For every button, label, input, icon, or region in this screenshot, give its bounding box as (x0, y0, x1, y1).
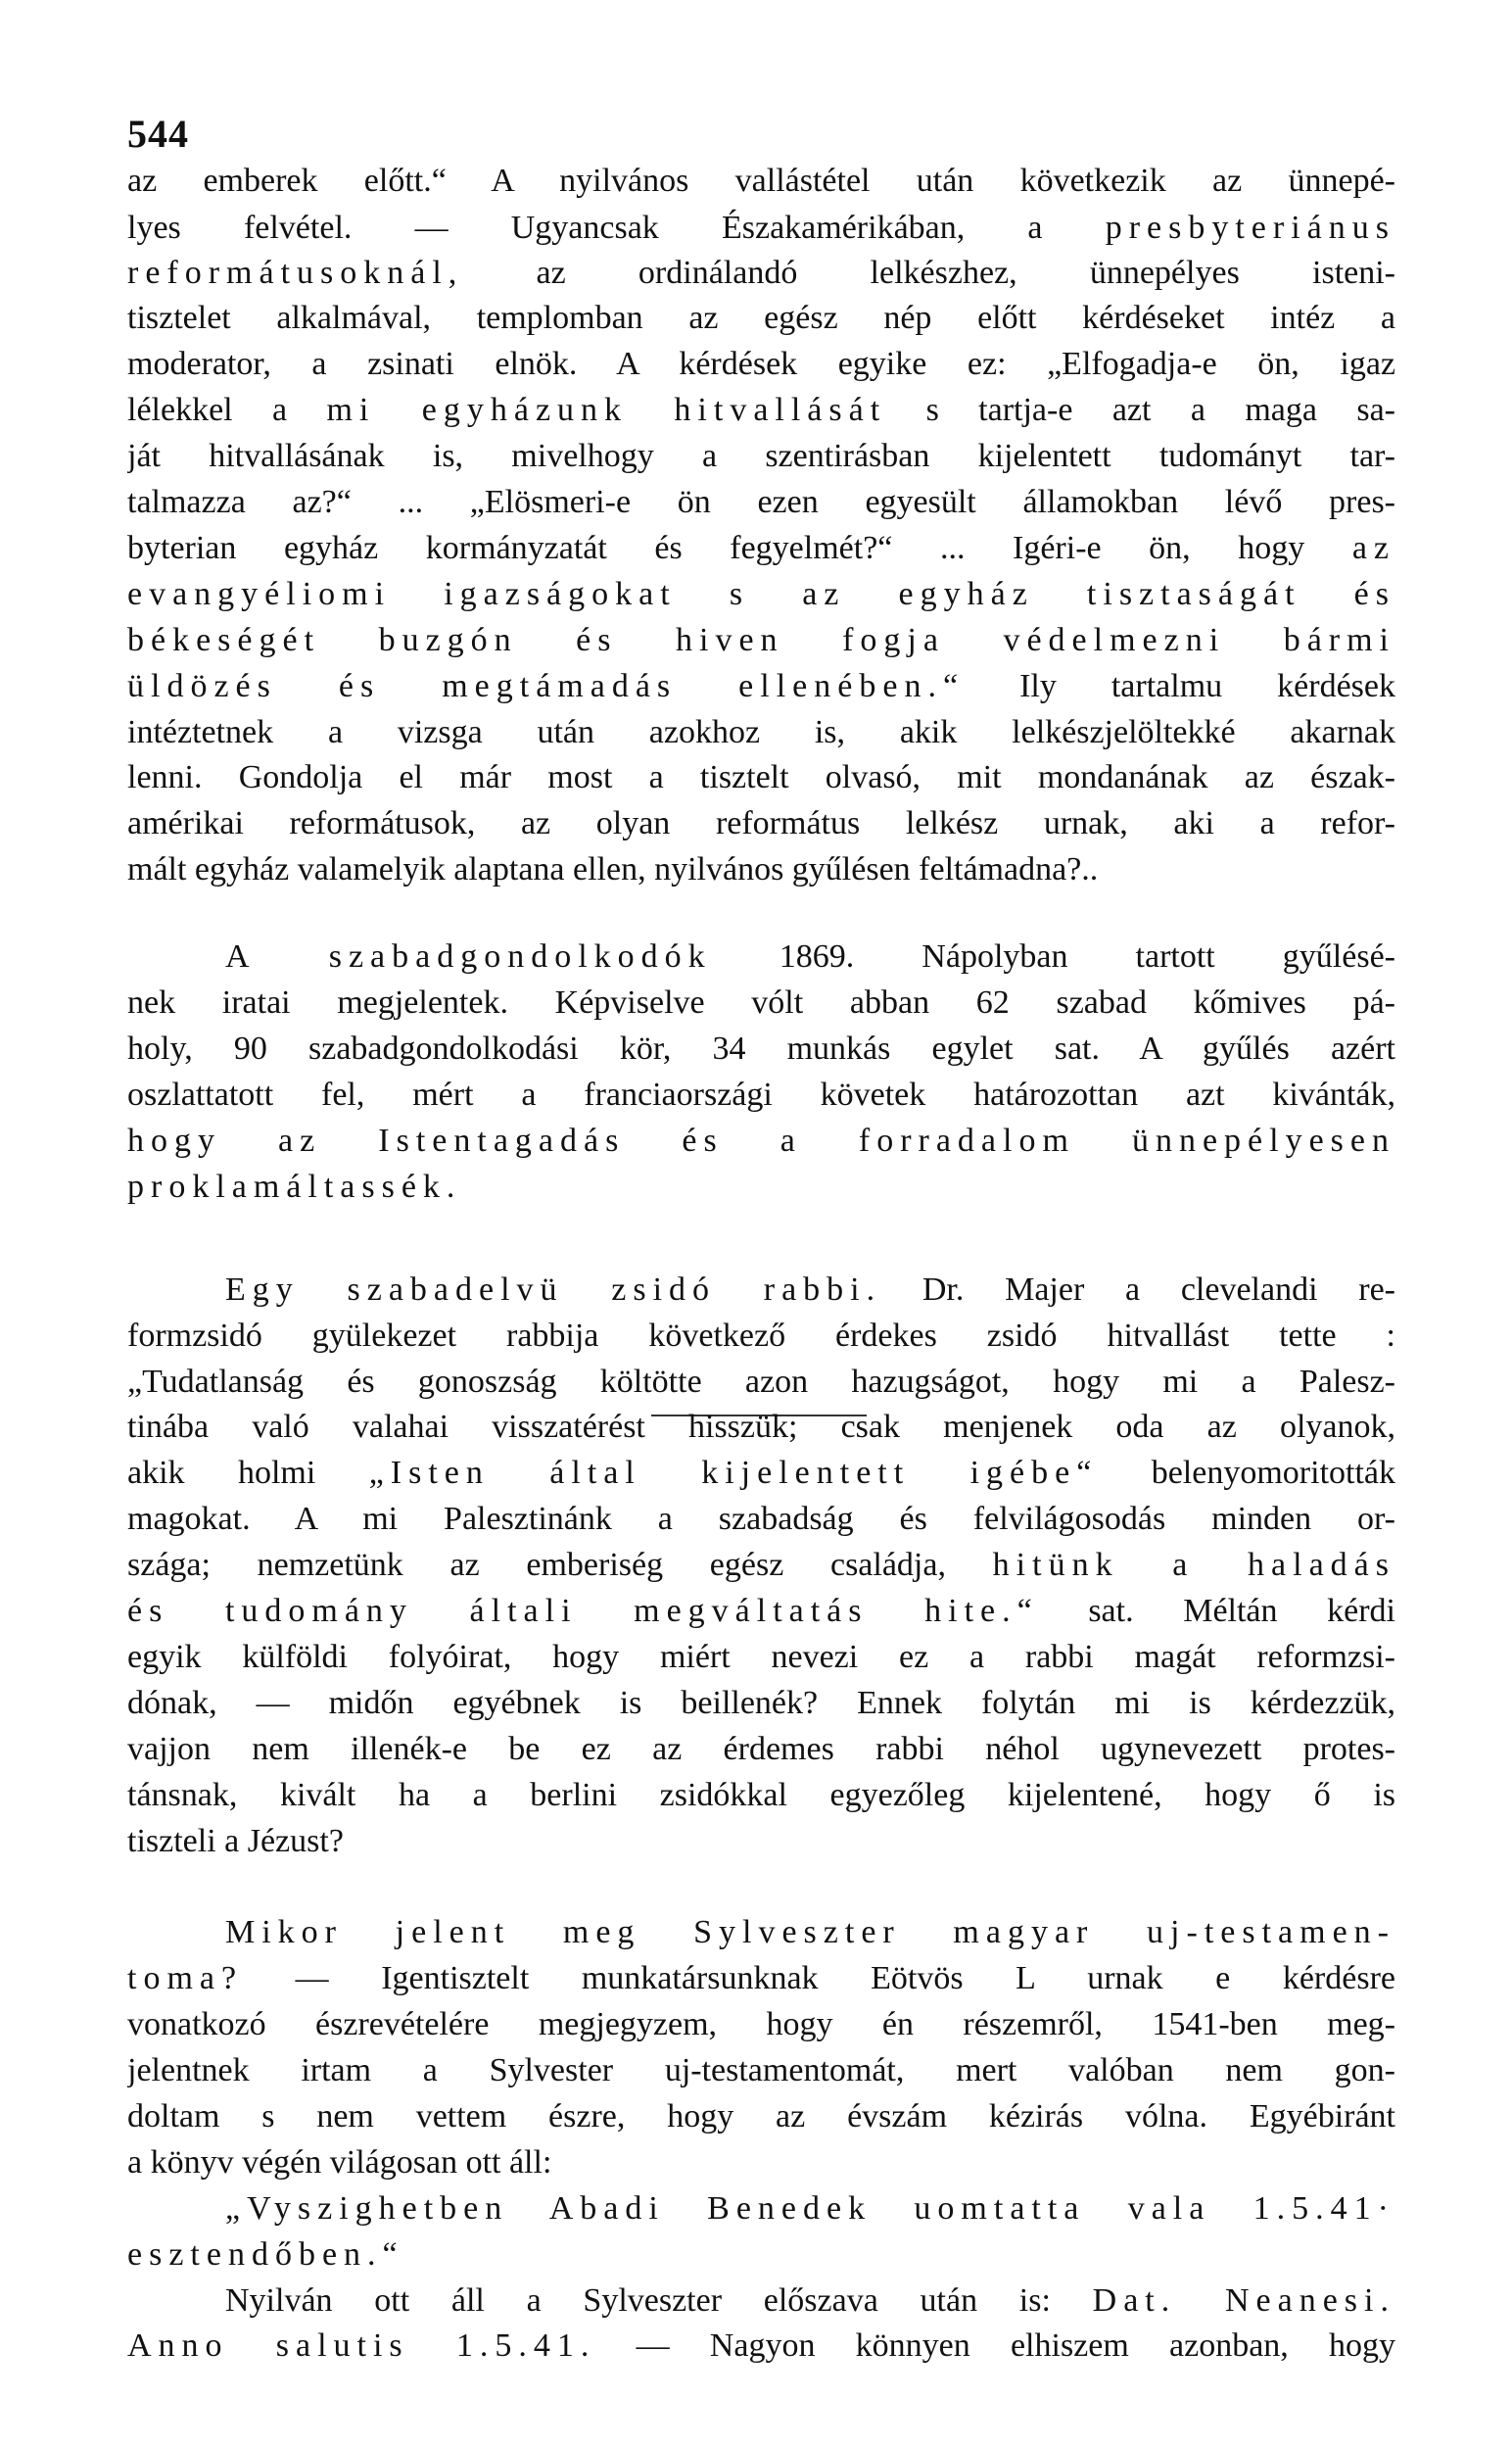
text-line (127, 2324, 1395, 2372)
text-line (225, 1910, 1395, 1958)
text-run: — Nagyon könnyen elhiszem azonban, hogy (595, 2327, 1395, 2365)
spaced-emphasis: az (1351, 529, 1395, 566)
text-run: — Igentisztelt munkatársunknak Eötvös L urnak e kérdésre (243, 1960, 1395, 1997)
text-run: egyik külföldi folyóirat, hogy miért nevezi ez a rabbi magát reformzsi- (127, 1638, 1395, 1675)
spaced-emphasis: Mikor jelent meg Sylveszter magyar uj-testamen- (225, 1914, 1395, 1951)
text-line (127, 1405, 1395, 1453)
spaced-emphasis: proklamáltassék. (127, 1168, 462, 1205)
text-line (127, 480, 1395, 528)
text-line (127, 1589, 1395, 1637)
text-run: talmazza az?“ ... „Elösmeri-e ön ezen egyesült államokban lévő pres- (127, 484, 1395, 521)
text-line (127, 1314, 1395, 1362)
text-run: jelentnek irtam a Sylvester uj-testamentomát, mert valóban nem gon- (127, 2052, 1395, 2089)
text-line (127, 1360, 1395, 1408)
text-line (127, 710, 1395, 758)
spaced-emphasis: hogy az Istentagadás és a forradalom ünnepélyesen (127, 1122, 1395, 1159)
text-run: lyes felvétel. — Ugyancsak Északamérikában, a (127, 210, 1106, 247)
text-line (127, 2048, 1395, 2096)
spaced-emphasis: toma? (127, 1960, 244, 1997)
text-line (127, 618, 1395, 666)
text-line (127, 434, 1395, 482)
text-run: moderator, a zsinati elnök. A kérdések egyike ez: „Elfogadja-e ön, igaz (127, 346, 1395, 383)
text-line (127, 1635, 1395, 1683)
text-line (127, 1027, 1395, 1075)
spaced-emphasis: és tudomány általi megváltatás hite.“ (127, 1593, 1039, 1630)
text-run: lenni. Gondolja el már most a tisztelt olvasó, mit mondanának az észak- (127, 759, 1395, 796)
text-run: mált egyház valamelyik alaptana ellen, nyilvános gyűlésen feltámadna?.. (127, 851, 1099, 888)
text-line (127, 1727, 1395, 1775)
spaced-emphasis: üldözés és megtámadás ellenében.“ (127, 667, 966, 704)
spaced-emphasis: A szabadgondolkodók (225, 938, 712, 976)
spaced-emphasis: reformátusoknál, (127, 254, 464, 291)
text-line (127, 1451, 1395, 1499)
spaced-emphasis: Anno salutis 1.5.41. (127, 2327, 596, 2365)
text-line (127, 755, 1395, 803)
text-line (127, 1543, 1395, 1591)
text-run: Ily tartalmu kérdések (965, 667, 1395, 704)
text-run: Dr. Majer a clevelandi re- (881, 1271, 1395, 1308)
text-run: sat. Méltán kérdi (1038, 1593, 1395, 1630)
text-run: holy, 90 szabadgondolkodási kör, 34 munkás egylet sat. A gyűlés azért (127, 1030, 1395, 1067)
text-line (127, 1819, 1395, 1867)
text-run: az emberek előtt.“ A nyilvános vallástétel után következik az ünnepé- (127, 162, 1395, 199)
spaced-emphasis: Egy szabadelvü zsidó rabbi. (225, 1271, 882, 1308)
text-run: tisztelet alkalmával, templomban az egész nép előtt kérdéseket intéz a (127, 300, 1395, 337)
text-line (127, 1497, 1395, 1545)
spaced-emphasis: mi egyházunk hitvallását (326, 392, 887, 429)
text-line (127, 1119, 1395, 1167)
spaced-emphasis: evangyéliomi igazságokat s az egyház tisztaságát és (127, 575, 1395, 612)
text-line (127, 342, 1395, 390)
text-line (127, 1773, 1395, 1821)
text-run: a könyv végén világosan ott áll: (127, 2143, 552, 2181)
text-run: Nyilván ott áll a Sylveszter előszava után is: (225, 2281, 1093, 2319)
text-line (127, 388, 1395, 436)
text-line (225, 2278, 1395, 2326)
text-run: vajjon nem illenék-e be ez az érdemes rabbi néhol ugynevezett protes- (127, 1730, 1395, 1767)
spaced-emphasis: presbyteriánus (1105, 210, 1395, 247)
text-line (127, 1681, 1395, 1729)
text-line (127, 2232, 1395, 2280)
text-run: intéztetnek a vizsga után azokhoz is, akik lelkészjelöltekké akarnak (127, 713, 1395, 750)
text-run: szága; nemzetünk az emberiség egész családja, (127, 1547, 993, 1584)
text-run: akik holmi (127, 1455, 369, 1492)
text-run: belenyomoritották (1098, 1455, 1395, 1492)
text-run: nek iratai megjelentek. Képviselve vólt abban 62 szabad kőmives pá- (127, 984, 1395, 1022)
text-run: tánsnak, kivált ha a berlini zsidókkal egyezőleg kijelentené, hogy ő is (127, 1776, 1395, 1813)
text-line (127, 801, 1395, 849)
spaced-emphasis: esztendőben.“ (127, 2235, 404, 2273)
text-run: 1869. Nápolyban tartott gyűlésé- (711, 938, 1395, 976)
text-line (127, 296, 1395, 344)
text-run: tiszteli a Jézust? (127, 1822, 344, 1859)
spaced-emphasis: „Isten által kijelentett igébe“ (368, 1455, 1099, 1492)
spaced-emphasis: békeségét buzgón és hiven fogja védelmezni bármi (127, 621, 1395, 658)
text-line (127, 1073, 1395, 1121)
text-run: formzsidó gyülekezet rabbija következő érdekes zsidó hitvallást tette : (127, 1317, 1395, 1354)
text-run: „Tudatlanság és gonoszság költötte azon hazugságot, hogy mi a Palesz- (127, 1363, 1395, 1400)
page-number: 544 (127, 112, 189, 157)
text-run: magokat. A mi Palesztinánk a szabadság és felvilágosodás minden or- (127, 1501, 1395, 1538)
text-run: lélekkel a (127, 392, 327, 429)
spaced-emphasis: Dat. Neanesi. (1092, 2281, 1395, 2319)
text-line (127, 2002, 1395, 2050)
text-line (225, 935, 1395, 983)
text-line (127, 981, 1395, 1029)
text-line (127, 1165, 1395, 1213)
text-run: doltam s nem vettem észre, hogy az évszám kézirás vólna. Egyébiránt (127, 2097, 1395, 2134)
text-run: oszlattatott fel, mért a franciaországi követek határozottan azt kivánták, (127, 1076, 1395, 1113)
text-line (127, 664, 1395, 712)
text-line (225, 1268, 1395, 1316)
spaced-emphasis: „Vyszighetben Abadi Benedek uomtatta vala 1.5.41· (225, 2189, 1395, 2227)
text-line (127, 159, 1395, 207)
text-line (127, 2140, 1395, 2188)
text-line (127, 572, 1395, 620)
text-run: vonatkozó észrevételére megjegyzem, hogy én részemről, 1541-ben meg- (127, 2006, 1395, 2043)
text-line (127, 2094, 1395, 2142)
text-line (127, 847, 1395, 895)
text-line (127, 526, 1395, 574)
text-line (225, 2186, 1395, 2234)
text-run: ját hitvallásának is, mivelhogy a szentirásban kijelentett tudományt tar- (127, 438, 1395, 475)
spaced-emphasis: hitünk a haladás (992, 1547, 1395, 1584)
text-run: byterian egyház kormányzatát és fegyelmét?“ ... Igéri-e ön, hogy (127, 529, 1352, 566)
text-run: amérikai reformátusok, az olyan református lelkész urnak, aki a refor- (127, 805, 1395, 842)
text-run: dónak, — midőn egyébnek is beillenék? Ennek folytán mi is kérdezzük, (127, 1684, 1395, 1721)
text-run: s tartja-e azt a maga sa- (886, 392, 1395, 429)
text-line (127, 206, 1395, 254)
text-line (127, 1956, 1395, 2004)
text-run: tinába való valahai visszatérést hisszük; csak menjenek oda az olyanok, (127, 1409, 1395, 1446)
text-line (127, 251, 1395, 299)
text-run: az ordinálandó lelkészhez, ünnepélyes isteni- (463, 254, 1395, 291)
